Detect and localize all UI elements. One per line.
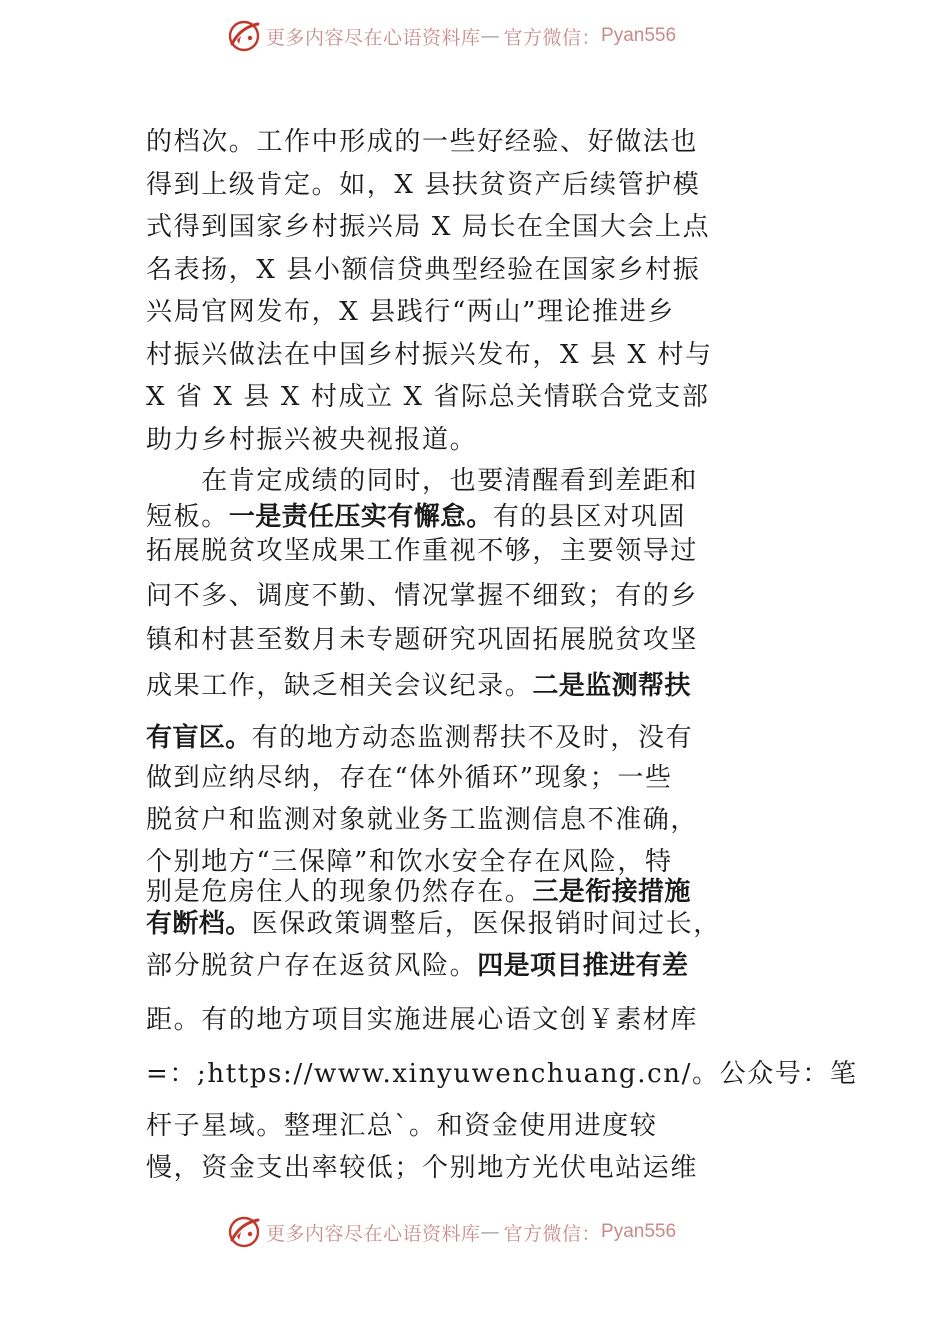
- line-text-pre: 部分脱贫户存在返贫风险。: [146, 951, 478, 981]
- line-text-pre: 短板。: [146, 502, 229, 532]
- footer-banner: [226, 1214, 746, 1250]
- line-text: 名表扬，X 县小额信贷典型经验在国家乡村振: [146, 255, 701, 285]
- line-text: 个别地方“三保障”和饮水安全存在风险，特: [146, 847, 673, 877]
- line-text: 杆子星域。整理汇总`。和资金使用进度较: [146, 1111, 658, 1141]
- line-text-bold: 二是监测帮扶: [532, 671, 691, 701]
- line-text-post: 医保政策调整后，医保报销时间过长，: [251, 909, 721, 939]
- body-line: [146, 126, 698, 158]
- body-line: [146, 211, 710, 243]
- header-brand-text: 更多内容尽在心语资料库: [266, 26, 481, 49]
- body-line: [146, 296, 675, 328]
- line-text: 的档次。工作中形成的一些好经验、好做法也: [146, 127, 699, 157]
- header-wechat-id: Pyan556: [601, 25, 677, 46]
- line-text: 脱贫户和监测对象就业务工监测信息不准确，: [146, 805, 699, 835]
- body-line: [146, 501, 686, 533]
- line-text-pre: 别是危房住人的现象仍然存在。: [146, 877, 533, 907]
- line-text: 式得到国家乡村振兴局 X 局长在全国大会上点: [146, 212, 711, 242]
- body-line: [146, 762, 673, 794]
- line-text: 问不多、调度不勤、情况掌握不细致；有的乡: [146, 581, 699, 611]
- line-text: 镇和村甚至数月未专题研究巩固拓展脱贫攻坚: [146, 625, 699, 655]
- body-line: [146, 169, 700, 201]
- line-text: X 省 X 县 X 村成立 X 省际总关情联合党支部: [146, 382, 710, 412]
- footer-separator: —: [480, 1221, 500, 1243]
- line-text-post: 有的地方动态监测帮扶不及时，没有: [251, 723, 694, 753]
- body-line: [146, 535, 698, 567]
- body-line: [146, 1110, 657, 1142]
- body-line: [146, 381, 710, 413]
- body-line: [146, 1152, 698, 1184]
- footer-brand-text: 更多内容尽在心语资料库: [266, 1222, 481, 1245]
- body-line: [146, 465, 698, 497]
- footer-wechat-label: 官方微信：: [503, 1222, 602, 1245]
- body-line: [146, 339, 713, 371]
- body-line: [146, 624, 698, 656]
- body-line: [146, 950, 688, 982]
- line-text: 在肯定成绩的同时，也要清醒看到差距和: [146, 466, 699, 496]
- line-text: 兴局官网发布，X 县践行“两山”理论推进乡: [146, 297, 675, 327]
- header-banner: [226, 18, 746, 54]
- header-wechat-label: 官方微信：: [503, 26, 602, 49]
- line-text-bold: 有断档。: [146, 909, 252, 939]
- body-line: [146, 846, 673, 878]
- line-text: 得到上级肯定。如，X 县扶贫资产后续管护模: [146, 170, 701, 200]
- line-text: =：;https://www.xinyuwenchuang.cn/。公众号：笔: [146, 1059, 858, 1089]
- line-text-bold: 三是衔接措施: [532, 877, 691, 907]
- line-text: 助力乡村振兴被央视报道。: [146, 425, 478, 455]
- line-text: 距。有的地方项目实施进展心语文创￥素材库: [146, 1005, 699, 1035]
- line-text: 村振兴做法在中国乡村振兴发布，X 县 X 村与: [146, 340, 713, 370]
- body-line: [146, 908, 721, 940]
- body-line: [146, 424, 477, 456]
- line-text: 慢，资金支出率较低；个别地方光伏电站运维: [146, 1153, 699, 1183]
- line-text: 拓展脱贫攻坚成果工作重视不够，主要领导过: [146, 536, 699, 566]
- line-text-post: 有的县区对巩固: [492, 502, 687, 532]
- line-text: 做到应纳尽纳，存在“体外循环”现象；一些: [146, 763, 673, 793]
- body-line: [146, 876, 691, 908]
- body-line: [146, 1058, 858, 1090]
- xinyu-logo-icon: [226, 1214, 262, 1250]
- xinyu-logo-icon: [226, 18, 262, 54]
- body-line: [146, 722, 693, 754]
- body-line: [146, 1004, 698, 1036]
- body-line: [146, 670, 691, 702]
- body-line: [146, 804, 698, 836]
- body-line: [146, 254, 700, 286]
- line-text-bold: 四是项目推进有差: [477, 951, 689, 981]
- line-text-bold: 有盲区。: [146, 723, 252, 753]
- body-line: [146, 580, 698, 612]
- header-separator: —: [480, 25, 500, 47]
- footer-wechat-id: Pyan556: [601, 1221, 677, 1242]
- line-text-bold: 一是责任压实有懈怠。: [228, 502, 493, 532]
- line-text-pre: 成果工作，缺乏相关会议纪录。: [146, 671, 533, 701]
